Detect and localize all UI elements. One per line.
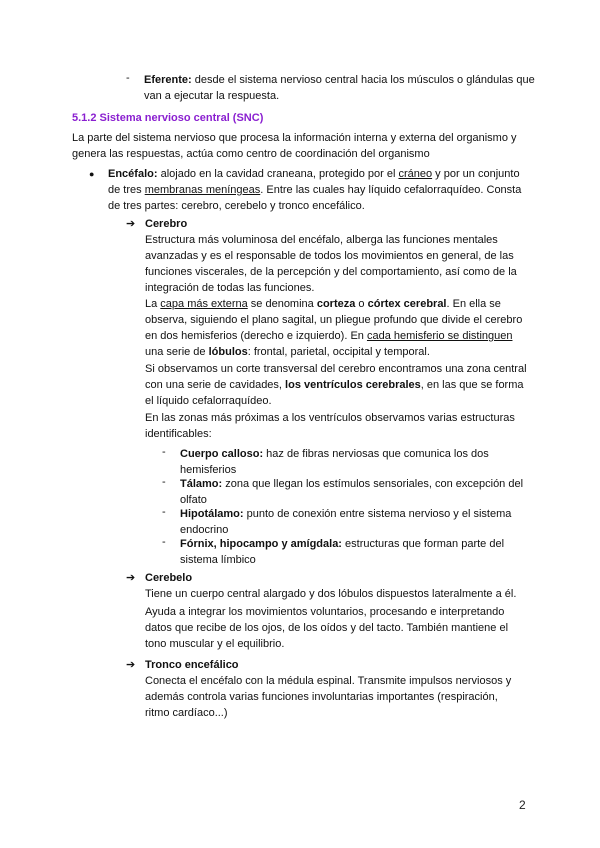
item-term: Hipotálamo: [180, 508, 244, 520]
craneo-link: cráneo [398, 168, 433, 180]
cerebro-p2-f: : frontal, parietal, occipital y temporal. [247, 346, 430, 358]
list-item-talamo [180, 476, 528, 508]
arrow-icon: ➔ [126, 572, 136, 584]
encefalo-text-1: alojado en la cavidad craneana, protegido por el [157, 168, 399, 180]
list-item-hipotalamo [180, 506, 525, 538]
cerebro-p2-c: o [355, 298, 368, 310]
section-intro: La parte del sistema nervioso que procesa la información interna y externa del organismo y genera las respuestas, actúa como centro de coordinación del organismo [72, 132, 517, 160]
arrow-icon: ➔ [126, 218, 136, 230]
cerebelo-p2: Ayuda a integrar los movimientos voluntarios, procesando e interpretando datos que recibe de los ojos, de los oídos y del tacto. También mantiene el tono muscular y el equilibrio. [145, 606, 509, 650]
list-dash: - [162, 506, 166, 518]
cortex-term: córtex cerebral [367, 298, 447, 310]
list-dash: - [162, 536, 166, 548]
encefalo-text-2: y por un conjunto de tres [108, 168, 520, 196]
cerebro-p2 [145, 296, 527, 360]
cerebelo-title [145, 570, 192, 586]
item-text: zona que llegan los estímulos sensoriales, con excepción del olfato [180, 478, 524, 506]
cerebro-p3 [145, 361, 527, 409]
item-text: punto de conexión entre sistema nervioso y el sistema endocrino [180, 508, 512, 536]
item-term: Tálamo: [180, 478, 223, 490]
page-number: 2 [519, 798, 526, 812]
cerebro-p2-d: . En ella se observa, siguiendo el plano sagital, un pliegue profundo que divide el cerebro en dos hemisferios (derecho e izquierdo). En [145, 298, 523, 342]
tronco-p1: Conecta el encéfalo con la médula espinal. Transmite impulsos nerviosos y además controla varias funciones involuntarias importantes (respiración, ritmo cardíaco...) [145, 675, 512, 719]
cerebro-p2-a: La [145, 298, 161, 310]
list-item-fornix [180, 536, 525, 568]
eferente-item [144, 72, 539, 104]
list-dash: - [162, 476, 166, 488]
cerebro-p3-a: Si observamos un corte transversal del cerebro encontramos una zona central con una serie de cavidades, [145, 363, 527, 391]
encefalo-text-3: . Entre las cuales hay líquido cefalorraquídeo. Consta de tres partes: cerebro, cerebelo y tronco encefálico. [108, 184, 522, 212]
cerebro-p4: En las zonas más próximas a los ventrículos observamos varias estructuras identificables: [145, 412, 515, 440]
cerebelo-p1: Tiene un cuerpo central alargado y dos lóbulos dispuestos lateralmente a él. [145, 588, 517, 600]
encefalo-term: Encéfalo: [108, 168, 158, 180]
list-item-cuerpo-calloso [180, 446, 525, 478]
list-dash: - [126, 72, 130, 84]
eferente-text: desde el sistema nervioso central hacia los músculos o glándulas que van a ejecutar la respuesta. [144, 74, 535, 102]
cerebro-title-text: Cerebro [145, 218, 188, 230]
bullet-icon: ● [89, 169, 95, 179]
meninges-term: membranas meníngeas [144, 184, 261, 196]
capa-externa: capa más externa [160, 298, 248, 310]
hemisferio-term: cada hemisferio se distinguen [366, 330, 513, 342]
encefalo-paragraph [108, 166, 528, 214]
arrow-icon: ➔ [126, 659, 136, 671]
cerebro-p2-e: una serie de [145, 346, 209, 358]
corteza-term: corteza [316, 298, 356, 310]
cerebro-p3-c: , en las que se forma el líquido cefalorraquídeo. [145, 379, 524, 407]
cerebro-title [145, 216, 187, 232]
eferente-term: Eferente: [144, 74, 192, 86]
item-text: estructuras que forman parte del sistema límbico [180, 538, 505, 566]
list-dash: - [162, 446, 166, 458]
tronco-title-text: Tronco encefálico [145, 659, 239, 671]
item-term: Cuerpo calloso: [180, 448, 264, 460]
cerebelo-title-text: Cerebelo [145, 572, 193, 584]
section-heading: 5.1.2 Sistema nervioso central (SNC) [72, 112, 264, 124]
tronco-title [145, 657, 239, 673]
cerebro-p1: Estructura más voluminosa del encéfalo, alberga las funciones mentales avanzadas y es el responsable de todos los movimientos en general, de las funciones viscerales, de la percepción y del comportamiento, así como de la integración de todas las funciones. [145, 234, 517, 294]
item-text: haz de fibras nerviosas que comunica los dos hemisferios [180, 448, 489, 476]
lobulos-term: lóbulos [208, 346, 248, 358]
item-term: Fórnix, hipocampo y amígdala: [180, 538, 342, 550]
cerebro-p2-b: se denomina [247, 298, 317, 310]
ventriculos-term: los ventrículos cerebrales [285, 379, 421, 391]
